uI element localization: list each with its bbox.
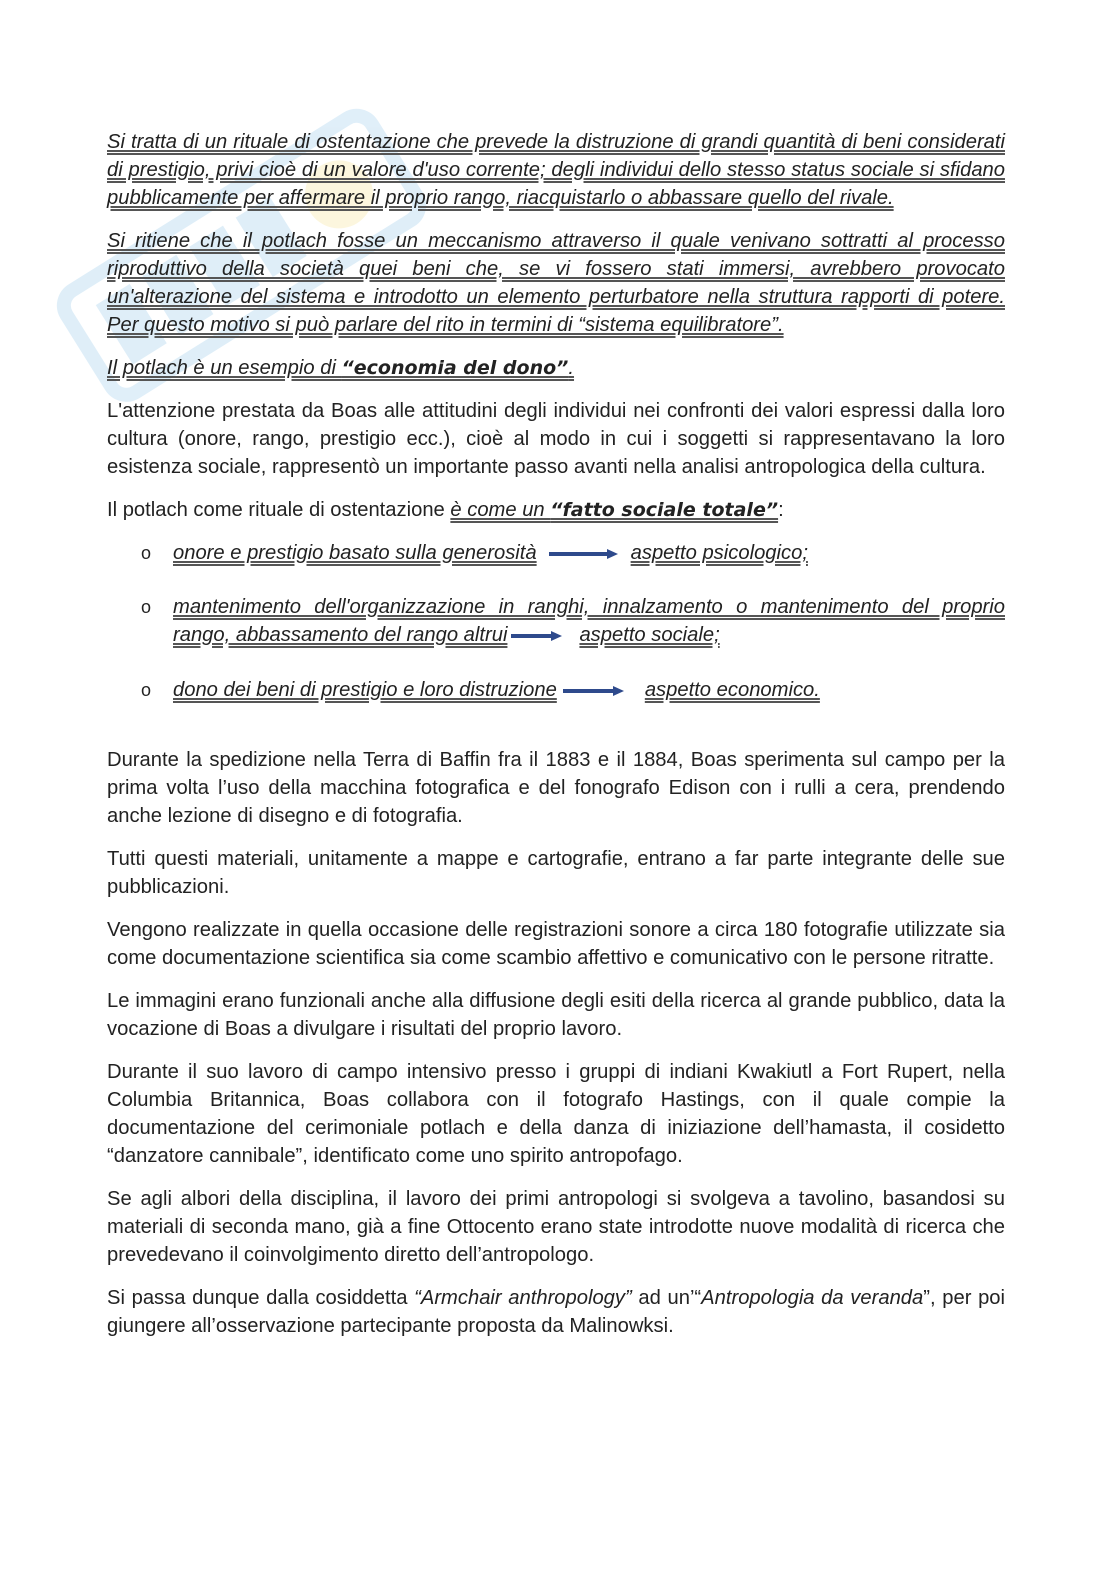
economia-bold: “economia del dono” [341, 357, 569, 379]
bullet-marker: o [141, 680, 152, 700]
right-arrow-icon [511, 630, 563, 642]
economia-suffix: . [568, 357, 575, 379]
document-body [107, 128, 1005, 1355]
paragraph-kwakiutl: Durante il suo lavoro di campo intensivo presso i gruppi di indiani Kwakiutl a Fort Rupert, nella Columbia Britannica, Boas collabora con il fotografo Hastings, con il quale compie la documentazione del cerimoniale potlach e della danza di iniziazione dell’hamasta, il cosidetto “danzatore cannibale”, identificato come uno spirito antropofago. [107, 1061, 1005, 1167]
paragraph-immagini: Le immagini erano funzionali anche alla diffusione degli esiti della ricerca al grande pubblico, data la vocazione di Boas a divulgare i risultati del proprio lavoro. [107, 990, 1005, 1040]
paragraph-registrazioni: Vengono realizzate in quella occasione delle registrazioni sonore a circa 180 fotografie utilizzate sia come documentazione scientifica sia come scambio affettivo e comunicativo con le persone ritratte. [107, 919, 1005, 969]
paragraph-economia-dono [107, 354, 1005, 382]
right-arrow-icon [549, 548, 619, 560]
paragraph-baffin: Durante la spedizione nella Terra di Baffin fra il 1883 e il 1884, Boas sperimenta sul campo per la prima volta l’uso della macchina fotografica e del fonografo Edison con i rulli a cera, prendendo anche lezione di disegno e di fotografia. [107, 749, 1005, 827]
list-item-text: onore e prestigio basato sulla generosità [173, 542, 537, 564]
list-item-aspect: aspetto sociale; [579, 624, 720, 646]
list-item-aspect: aspetto economico. [644, 679, 820, 701]
armchair-p2: ad un’“ [631, 1287, 702, 1309]
paragraph-materiali: Tutti questi materiali, unitamente a mappe e cartografie, entrano a far parte integrante delle sue pubblicazioni. [107, 848, 1005, 898]
right-arrow-icon [563, 685, 625, 697]
fatto-suffix: : [778, 499, 784, 521]
list-item [107, 676, 1005, 704]
fatto-italic-text: è come un [450, 499, 551, 521]
bullet-marker: o [141, 543, 152, 563]
list-item-text: dono dei beni di prestigio e loro distruzione [173, 679, 557, 701]
paragraph-fatto-sociale [107, 496, 1005, 524]
economia-prefix: Il potlach è un esempio di [107, 357, 342, 379]
bullet-marker: o [141, 597, 152, 617]
list-item-aspect: aspetto psicologico; [630, 542, 808, 564]
aspects-list [107, 539, 1005, 704]
fatto-bold: “fatto sociale totale” [550, 499, 779, 521]
armchair-italic-2: Antropologia da veranda [701, 1287, 924, 1309]
armchair-p1: Si passa dunque dalla cosiddetta [107, 1287, 415, 1309]
paragraph-albori: Se agli albori della disciplina, il lavoro dei primi antropologi si svolgeva a tavolino, basandosi su materiali di seconda mano, già a fine Ottocento erano state introdotte nuove modalità di ricerca che prevedevano il coinvolgimento diretto dell’antropologo. [107, 1188, 1005, 1266]
list-item [107, 539, 1005, 567]
armchair-p3: ”, per poi giungere all’osservazione partecipante proposta da Malinowksi. [107, 1287, 1006, 1337]
fatto-prefix: Il potlach come rituale di ostentazione [107, 499, 451, 521]
fatto-italic [450, 499, 778, 521]
paragraph-potlach-definition: Si tratta di un rituale di ostentazione che prevede la distruzione di grandi quantità di beni considerati di prestigio, privi cioè di un valore d'uso corrente; degli individui dello stesso status sociale si sfidano pubblicamente per affermare il proprio rango, riacquistarlo o abbassare quello del rivale. [107, 131, 1005, 209]
list-item [107, 593, 1005, 649]
armchair-italic-1: “Armchair anthropology” [414, 1287, 632, 1309]
paragraph-attenzione-boas: L'attenzione prestata da Boas alle attitudini degli individui nei confronti dei valori espressi dalla loro cultura (onore, rango, prestigio ecc.), cioè al modo in cui i soggetti si rappresentavano la loro esistenza sociale, rappresentò un importante passo avanti nella analisi antropologica della cultura. [107, 400, 1005, 478]
list-item-text: mantenimento dell'organizzazione in ranghi, innalzamento o mantenimento del proprio rango, abbassamento del rango altrui [173, 596, 1005, 646]
paragraph-armchair [107, 1284, 1005, 1340]
paragraph-potlach-meccanismo: Si ritiene che il potlach fosse un meccanismo attraverso il quale venivano sottratti al processo riproduttivo della società quei beni che, se vi fossero stati immersi, avrebbero provocato un'alterazione del sistema e introdotto un elemento perturbatore nella struttura rapporti di potere. Per questo motivo si può parlare del rito in termini di “sistema equilibratore”. [107, 230, 1005, 336]
